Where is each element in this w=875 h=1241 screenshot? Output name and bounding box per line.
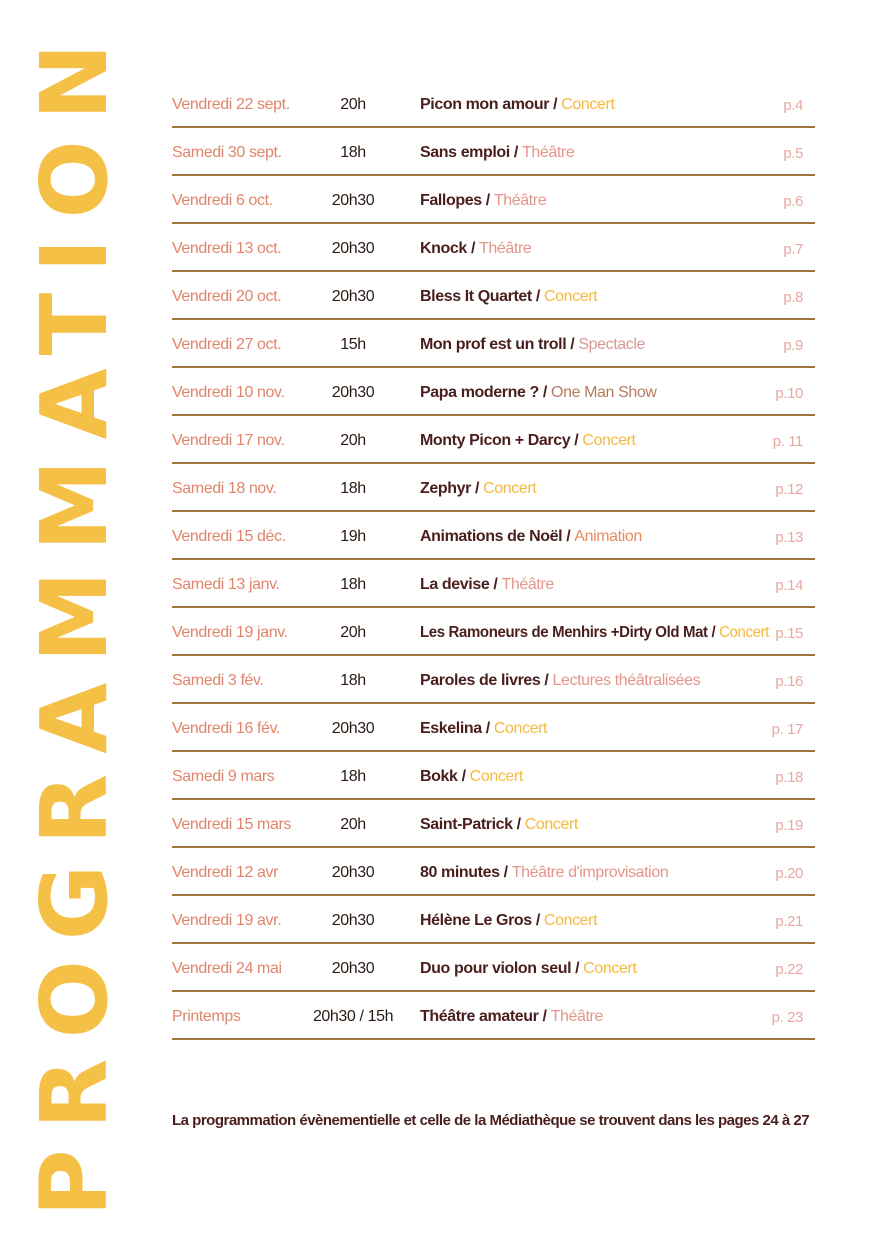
schedule-row (172, 272, 815, 320)
event-info (420, 720, 547, 738)
event-page-ref: p.13 (775, 529, 803, 546)
event-date: Vendredi 17 nov. (172, 432, 285, 449)
event-time: 20h30 (331, 864, 375, 881)
event-separator: / (570, 432, 583, 449)
event-separator: / (566, 336, 579, 353)
event-time: 20h30 (331, 288, 375, 305)
event-title: Sans emploi (420, 144, 510, 161)
event-category: Théâtre (493, 192, 547, 209)
event-info (420, 96, 615, 114)
event-date: Vendredi 15 mars (172, 816, 292, 833)
event-separator: / (466, 240, 480, 257)
event-title: Mon prof est un troll (420, 336, 567, 353)
event-title: Duo pour violon seul (420, 960, 572, 977)
event-info (420, 480, 536, 498)
event-time: 20h30 (331, 384, 375, 401)
event-category: Concert (561, 96, 615, 113)
event-separator: / (549, 96, 562, 113)
event-date: Vendredi 20 oct. (172, 288, 282, 305)
event-date: Vendredi 19 avr. (172, 912, 282, 929)
schedule-row (172, 656, 815, 704)
event-info (420, 144, 574, 162)
event-category: Concert (544, 288, 598, 305)
event-separator: / (470, 480, 484, 497)
schedule-row (172, 800, 815, 848)
schedule-row (172, 992, 815, 1040)
event-time: 20h30 (331, 912, 375, 929)
event-page-ref: p.20 (775, 865, 803, 882)
event-category: Spectacle (578, 336, 646, 353)
event-category: Concert (583, 960, 637, 977)
event-title: Théâtre amateur (420, 1008, 539, 1025)
schedule-row (172, 128, 815, 176)
event-separator: / (531, 912, 544, 929)
schedule-row (172, 848, 815, 896)
event-page-ref: p.19 (775, 817, 803, 834)
event-time: 20h (340, 432, 366, 449)
event-time: 19h (340, 528, 366, 545)
schedule-row (172, 80, 815, 128)
event-page-ref: p.12 (775, 481, 803, 498)
event-title: Fallopes (420, 192, 482, 209)
schedule-row (172, 176, 815, 224)
event-date: Samedi 18 nov. (172, 480, 277, 497)
event-time: 18h (340, 768, 366, 785)
event-time: 20h30 (331, 960, 375, 977)
event-info (420, 1008, 603, 1026)
event-date: Vendredi 22 sept. (172, 96, 290, 113)
event-time: 20h (340, 816, 366, 833)
event-title: Eskelina (420, 720, 482, 737)
event-title: La devise (420, 576, 490, 593)
event-category: Théâtre (501, 576, 554, 593)
event-page-ref: p. 17 (771, 721, 803, 738)
event-separator: / (540, 672, 553, 689)
event-date: Samedi 30 sept. (172, 144, 282, 161)
event-category: Théâtre (550, 1008, 603, 1025)
event-date: Vendredi 16 fév. (172, 720, 281, 737)
event-date: Vendredi 12 avr (172, 864, 279, 881)
event-time: 20h (340, 96, 366, 113)
event-title: Papa moderne ? (420, 384, 539, 401)
event-info (420, 816, 578, 834)
event-page-ref: p.4 (783, 97, 803, 114)
schedule-row (172, 512, 815, 560)
event-info (420, 672, 700, 690)
event-title: Paroles de livres (420, 672, 541, 689)
event-page-ref: p.8 (783, 289, 803, 306)
event-page-ref: p.5 (783, 145, 803, 162)
event-page-ref: p.22 (775, 961, 803, 978)
event-info (420, 192, 546, 210)
event-title: 80 minutes (420, 864, 500, 881)
event-date: Vendredi 15 déc. (172, 528, 286, 545)
event-category: Concert (524, 816, 578, 833)
schedule-row (172, 608, 815, 656)
event-separator: / (481, 192, 494, 209)
event-separator: / (707, 624, 720, 641)
event-category: Concert (469, 768, 523, 785)
event-page-ref: p. 23 (771, 1009, 803, 1026)
event-date: Vendredi 6 oct. (172, 192, 273, 209)
event-date: Vendredi 27 oct. (172, 336, 282, 353)
event-category: Théâtre d'improvisation (511, 864, 669, 881)
event-page-ref: p.21 (775, 913, 803, 930)
event-separator: / (571, 960, 584, 977)
event-separator: / (509, 144, 522, 161)
event-category: Concert (493, 720, 548, 737)
event-date: Vendredi 24 mai (172, 960, 282, 977)
event-info (420, 624, 769, 642)
schedule-row (172, 560, 815, 608)
event-date: Printemps (172, 1008, 241, 1025)
schedule-row (172, 752, 815, 800)
event-time: 18h (340, 576, 366, 593)
event-page-ref: p.7 (783, 241, 803, 258)
event-category: Théâtre (522, 144, 575, 161)
schedule-row (172, 704, 815, 752)
event-time: 18h (340, 144, 366, 161)
event-category: Concert (719, 624, 770, 641)
event-separator: / (481, 720, 494, 737)
event-category: One Man Show (551, 384, 657, 401)
event-page-ref: p.10 (775, 385, 803, 402)
event-title: Saint-Patrick (420, 816, 513, 833)
event-separator: / (531, 288, 544, 305)
event-info (420, 960, 637, 978)
event-date: Vendredi 19 janv. (172, 624, 288, 641)
event-schedule-list (172, 80, 815, 1040)
event-time: 20h (340, 624, 366, 641)
event-info (420, 432, 636, 450)
event-title: Picon mon amour (420, 96, 550, 113)
event-title: Animations de Noël (420, 528, 563, 545)
event-separator: / (457, 768, 470, 785)
event-time: 20h30 (331, 192, 375, 209)
event-title: Knock (420, 240, 467, 257)
event-title: Les Ramoneurs de Menhirs +Dirty Old Mat (420, 624, 708, 641)
event-info (420, 912, 597, 930)
event-page-ref: p.18 (775, 769, 803, 786)
schedule-row (172, 320, 815, 368)
event-info (420, 384, 657, 402)
event-date: Samedi 3 fév. (172, 672, 264, 689)
schedule-row (172, 464, 815, 512)
event-time: 18h (340, 672, 366, 689)
event-page-ref: p.9 (783, 337, 803, 354)
event-category: Concert (483, 480, 537, 497)
event-page-ref: p. 11 (772, 433, 803, 450)
footer-note: La programmation évènementielle et celle de la Médiathèque se trouvent dans les pages 24 à 27 (172, 1112, 810, 1129)
event-separator: / (512, 816, 525, 833)
event-category: Animation (574, 528, 642, 545)
event-title: Monty Picon + Darcy (420, 432, 571, 449)
event-category: Concert (543, 912, 598, 929)
event-separator: / (538, 1008, 551, 1025)
event-date: Vendredi 10 nov. (172, 384, 285, 401)
programmation-vertical-title: PROGRAMMATION (21, 23, 128, 1217)
schedule-row (172, 416, 815, 464)
event-time: 20h30 (331, 240, 375, 257)
event-time: 15h (340, 336, 366, 353)
event-separator: / (499, 864, 512, 881)
event-info (420, 576, 554, 594)
event-info (420, 528, 642, 546)
event-separator: / (562, 528, 575, 545)
event-page-ref: p.6 (783, 193, 803, 210)
event-info (420, 240, 531, 258)
event-title: Bless It Quartet (420, 288, 532, 305)
event-title: Hélène Le Gros (420, 912, 532, 929)
event-category: Théâtre (479, 240, 532, 257)
event-date: Vendredi 13 oct. (172, 240, 282, 257)
event-page-ref: p.14 (775, 577, 803, 594)
event-info (420, 768, 523, 786)
event-time: 18h (340, 480, 366, 497)
event-info (420, 288, 597, 306)
schedule-row (172, 368, 815, 416)
event-time: 20h30 (331, 720, 375, 737)
event-title: Zephyr (420, 480, 471, 497)
schedule-row (172, 944, 815, 992)
event-category: Lectures théâtralisées (552, 672, 701, 689)
event-category: Concert (582, 432, 636, 449)
schedule-row (172, 224, 815, 272)
event-separator: / (489, 576, 502, 593)
schedule-row (172, 896, 815, 944)
event-time: 20h30 / 15h (312, 1008, 394, 1025)
event-info (420, 336, 645, 354)
event-date: Samedi 13 janv. (172, 576, 280, 593)
event-separator: / (538, 384, 552, 401)
event-page-ref: p.15 (775, 625, 803, 642)
event-title: Bokk (420, 768, 458, 785)
event-page-ref: p.16 (775, 673, 803, 690)
event-date: Samedi 9 mars (172, 768, 275, 785)
event-info (420, 864, 668, 882)
